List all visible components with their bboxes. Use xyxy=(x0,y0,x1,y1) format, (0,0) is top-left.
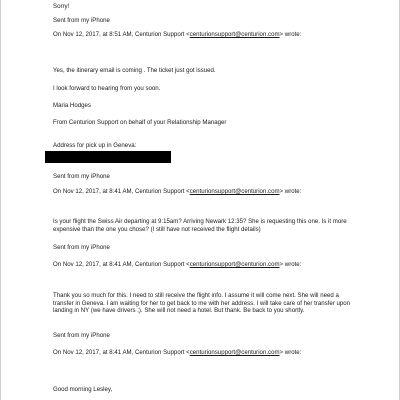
quote-header-3: On Nov 12, 2017, at 8:41 AM, Centurion Support <centurionsupport@centurion.com> wrote: xyxy=(53,261,302,268)
message-2-body: Is your flight the Swiss Air departing at 9:15am? Arriving Newark 12:35? She is requesting this one. Is it more expensive than the one you chose? (I still have not received the flight details) xyxy=(53,218,347,233)
opening-text: Sorry! xyxy=(53,3,70,10)
quote-header-4: On Nov 12, 2017, at 8:41 AM, Centurion Support <centurionsupport@centurion.com> wrote: xyxy=(53,349,302,356)
address-label: Address for pick up in Geneva: xyxy=(53,142,137,149)
from-line: From Centurion Support on behalf of your Relationship Manager xyxy=(53,119,227,126)
email-link[interactable]: centurionsupport@centurion.com xyxy=(189,31,280,38)
signature-4: Sent from my iPhone xyxy=(53,332,110,339)
redaction-block xyxy=(45,151,171,163)
message-1-line-2: I look forward to hearing from you soon. xyxy=(53,85,161,92)
signature-2: Sent from my iPhone xyxy=(53,173,110,180)
message-3-body: Thank you so much for this. I need to still receive the flight info. I assume it will come next. She will need a transfer in Geneva. I am waiting for her to get back to me with her address. I will take care of her transfer upon landing in NY (we have drivers ;). She will not need a hotel. But thank. Be back to you shortly. xyxy=(53,292,351,315)
email-link[interactable]: centurionsupport@centurion.com xyxy=(189,188,280,195)
sender-name: Maria Hodges xyxy=(53,102,91,109)
message-1-line-1: Yes, the itinerary email is coming . The ticket just got issued. xyxy=(53,67,216,74)
signature-1: Sent from my iPhone xyxy=(53,17,110,24)
email-link[interactable]: centurionsupport@centurion.com xyxy=(189,261,280,268)
greeting: Good morning Lesley, xyxy=(53,386,113,393)
quote-header-2: On Nov 12, 2017, at 8:41 AM, Centurion Support <centurionsupport@centurion.com> wrote: xyxy=(53,188,302,195)
email-link[interactable]: centurionsupport@centurion.com xyxy=(189,349,280,356)
signature-3: Sent from my iPhone xyxy=(53,244,110,251)
quote-header-1: On Nov 12, 2017, at 8:51 AM, Centurion Support <centurionsupport@centurion.com> wrote: xyxy=(53,31,302,38)
